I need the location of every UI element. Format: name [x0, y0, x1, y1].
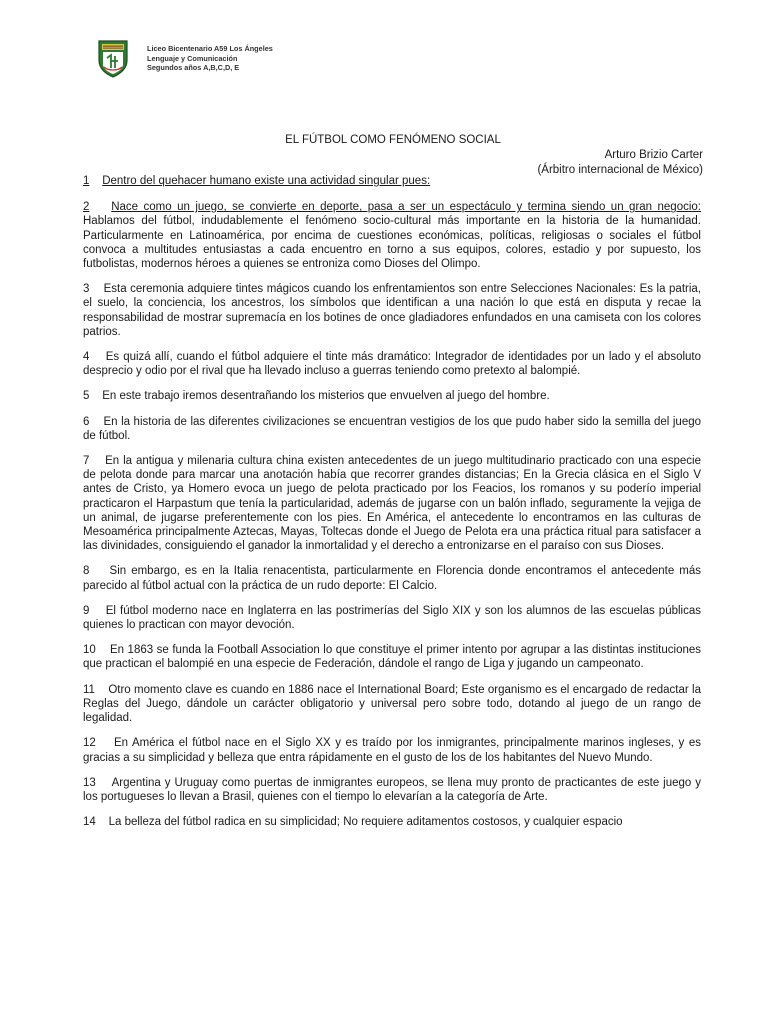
paragraph: [83, 282, 701, 339]
paragraph-number: 11: [83, 683, 95, 696]
paragraph-number: 2: [83, 201, 90, 214]
paragraph-number: 13: [83, 776, 96, 789]
paragraph: [83, 564, 701, 592]
paragraph-number: 10: [83, 644, 96, 657]
paragraph-text: Esta ceremonia adquiere tintes mágicos cuando los enfrentamientos son entre Selecciones Nacionales: Es la patria, el suelo, la conciencia, los ancestros, los símbolos que identifican a una nación lo que está en disputa y recae la responsabilidad de mostrar supremacía en los botines de once gladiadores enfundados en una camiseta con los colores patrios.: [83, 283, 701, 338]
subject-name: Lenguaje y Comunicación: [147, 53, 238, 63]
paragraph-underlined-text: Nace como un juego, se convierte en deporte, pasa a ser un espectáculo y termina siendo un gran negocio:: [111, 201, 701, 214]
paragraph-text: Argentina y Uruguay como puertas de inmigrantes europeos, se llena muy pronto de practicantes de este juego y los portugueses lo llevan a Brasil, quienes con el tiempo lo elevarían a la categoría de Arte.: [83, 776, 701, 803]
author-name: Arturo Brizio Carter: [604, 149, 703, 161]
paragraph-number: 9: [83, 604, 90, 617]
paragraph-number: 8: [83, 565, 90, 578]
paragraph-number: 14: [83, 816, 96, 829]
paragraph: [83, 815, 701, 829]
paragraph-number: 5: [83, 390, 90, 403]
paragraph: [83, 200, 701, 271]
paragraph-number: 1: [83, 175, 90, 187]
paragraph: [83, 454, 701, 553]
school-info: [147, 44, 273, 73]
paragraph: [83, 643, 701, 671]
title-block: [83, 133, 703, 176]
paragraph: [83, 174, 701, 188]
paragraph-text: En la historia de las diferentes civilizaciones se encuentran vestigios de los que pudo haber sido la semilla del juego de fútbol.: [83, 415, 702, 442]
course-levels: Segundos años A,B,C,D, E: [147, 63, 240, 72]
paragraph-underlined-text: Dentro del quehacer humano existe una actividad singular pues:: [102, 175, 431, 187]
author-block: [537, 133, 703, 176]
document-body: [83, 174, 701, 840]
paragraph-text: El fútbol moderno nace en Inglaterra en las postrimerías del Siglo XIX y son los alumnos de las escuelas públicas quienes lo practican con mayor devoción.: [83, 604, 701, 632]
paragraph-number: 6: [83, 415, 90, 428]
paragraph-number: 12: [83, 737, 96, 750]
paragraph-number: 7: [83, 455, 90, 468]
paragraph: [83, 415, 701, 443]
paragraph: [83, 604, 701, 632]
paragraph: [83, 389, 701, 403]
paragraph-number: 4: [83, 351, 90, 364]
paragraph-text: Otro momento clave es cuando en 1886 nace el International Board; Este organismo es el encargado de redactar la Reglas del Juego, dándole un carácter obligatorio y universal pero sobre todo, dotando al juego de un rango de legalidad.: [83, 683, 702, 725]
paragraph: [83, 776, 701, 804]
document-title: EL FÚTBOL COMO FENÓMENO SOCIAL: [285, 134, 501, 146]
paragraph-text: En América el fútbol nace en el Siglo XX y es traído por los inmigrantes, principalmente marinos ingleses, y es gracias a su simplicidad y belleza que entra rápidamente en el gusto de los de los habitantes del Nuevo Mundo.: [83, 737, 702, 764]
paragraph-text: En 1863 se funda la Football Association lo que constituye el primer intento por agrupar a las distintas instituciones que practican el balompié en una especie de Federación, dándole el rango de Liga y jugando un campeonato.: [83, 644, 702, 671]
paragraph-text: Hablamos del fútbol, indudablemente el fenómeno socio-cultural más importante en la historia de la humanidad. Particularmente en Latinoamérica, por encima de cuestiones económicas, políticas, religiosas o sociales el fútbol convoca a multitudes entusiastas a cada encuentro en torno a sus equipos, colores, estadio y por supuesto, los futbolistas, modernos héroes a quienes se entroniza como Dioses del Olimpo.: [83, 215, 701, 271]
paragraph-text: En este trabajo iremos desentrañando los misterios que envuelven al juego del hombre.: [102, 390, 550, 403]
school-name: Liceo Bicentenario A59 Los Ángeles: [147, 44, 273, 53]
paragraph-text: En la antigua y milenaria cultura china existen antecedentes de un juego multitudinario practicado con una especie de pelota donde para marcar una anotación había que recorrer grandes distancias; En la Grecia clásica en el Siglo V antes de Cristo, ya Homero evoca un juego de pelota practicado por los Feacios, los romanos y su poderío imperial practicaron el Harpastum que tenía la particularidad, además de jugarse con un balón inflado, seguramente la vejiga de un animal, de jugarse preferentemente con los pies. En América, el antecedente lo encontramos en las culturas de Mesoamérica principalmente Aztecas, Mayas, Toltecas donde el Juego de Pelota era una práctica ritual para satisfacer a las divinidades, consiguiendo el ganador la inmortalidad y el derecho a entronizarse en el paraíso con sus Dioses.: [83, 455, 701, 553]
paragraph: [83, 350, 701, 378]
paragraph-text: Sin embargo, es en la Italia renacentista, particularmente en Florencia donde encontramos el antecedente más parecido al fútbol actual con la práctica de un rudo deporte: El Calcio.: [83, 565, 702, 592]
paragraph-text: Es quizá allí, cuando el fútbol adquiere el tinte más dramático: Integrador de identidades por un lado y el absoluto desprecio y odio por el rival que ha llevado incluso a guerras teniendo como pretexto al balompié.: [83, 351, 702, 378]
paragraph: [83, 736, 701, 764]
school-crest-logo: [96, 38, 130, 78]
paragraph-number: 3: [83, 283, 90, 296]
paragraph: [83, 683, 701, 726]
paragraph-text: La belleza del fútbol radica en su simplicidad; No requiere aditamentos costosos, y cualquier espacio: [108, 816, 623, 829]
author-role: (Árbitro internacional de México): [537, 164, 703, 176]
